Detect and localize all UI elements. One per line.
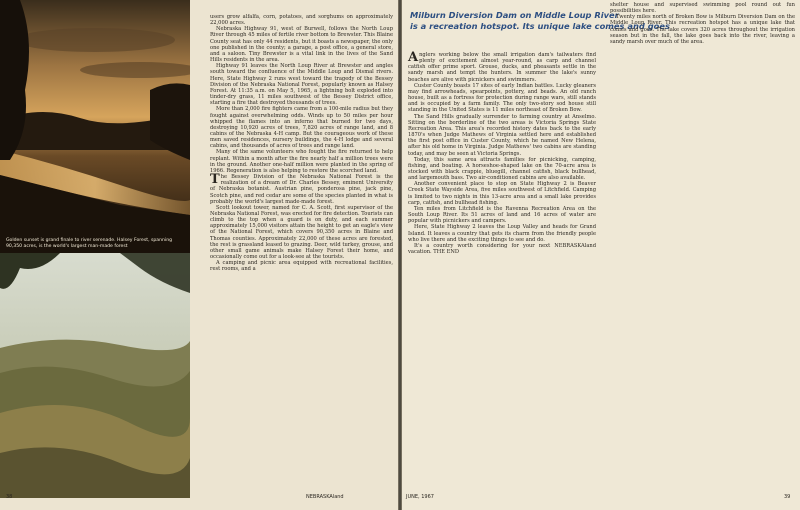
forest-landscape-photo (0, 253, 190, 498)
footer-magazine-name: NEBRASKAland (306, 494, 344, 500)
photo-caption: Golden sunset is grand finale to river serenade. Halsey Forest, spanning 90,350 acres, is the world's largest man-made forest (6, 238, 173, 249)
page-number-left: 38 (6, 494, 13, 500)
right-page (402, 0, 800, 510)
paragraph: Nebraska Highway 91, west of Burwell, follows the North Loup River through 45 miles of fertile river bottom to Brewster. This Blaine County seat has only 44 residents, but it boasts a newspaper, the only one published in the county; a garage, a post office, a general store, and a saloon. Tiny Brewster is a vital link in the lives of the Sand Hills residents in the area. (210, 26, 393, 64)
paragraph: Another convenient place to stop on State Highway 2 is Beaver Creek State Wayside Area, five miles southwest of Litchfield. Camping is limited to two nights in this 13-acre area and a small lake provides carp, catfish, and bullhead fishing. (408, 181, 596, 206)
paragraph: The Bessey Division of the Nebraska National Forest is the realization of a dream of Dr. Charles Bessey, eminent University of Nebraska botanist. Austrian pine, ponderosa pine, jack pine, Scotch pine, and red cedar are some of the species planted in what is probably the world's largest made-made forest. (210, 172, 393, 205)
paragraph: shelter house and supervised swimming pool round out fun possibilities here. (610, 2, 795, 15)
paragraph: users grow alfalfa, corn, potatoes, and sorghums on approximately 22,000 acres. (210, 14, 393, 27)
paragraph: The Sand Hills gradually surrender to farming country at Anselmo. Sitting on the borderline of the two areas is Victoria Springs State Recreation Area. This area's recorded history dates back to the early 1870's when Judge Mathews of Virginia settled here and established the first post office in Custer County, which he named New Helena, after his old home in Virginia. Judge Mathews' two cabins are standing today, and may be seen at Victoria Springs. (408, 113, 596, 157)
left-page (0, 0, 398, 510)
left-text-column (210, 14, 393, 273)
page-number-right: 39 (784, 494, 791, 500)
headline-line-2: is a recreation hotspot. Its unique lake comes and goes (410, 21, 670, 31)
paragraph: A camping and picnic area equipped with recreational facilities, rest rooms, and a (210, 260, 393, 273)
paragraph: Highway 91 leaves the North Loup River at Brewster and angles south toward the confluence of the Middle Loup and Dismal rivers. Here, State Highway 2 runs west toward the tragedy of the Bessey Division of the Nebraska National Forest, popularly known as Halsey Forest. At 11:35 a.m. on May 5, 1965, a lightning bolt exploded into tinder-dry grass, 11 miles southwest of the Bessey District office, starting a fire that destroyed thousands of trees. (210, 63, 393, 107)
paragraph: More than 2,000 fire fighters came from a 100-mile radius but they fought against overwhelming odds. Winds up to 50 miles per hour whipped the flames into an inferno that burned for two days, destroying 10,920 acres of trees, 7,820 acres of range land, and 8 cabins of the Nebraska 4-H camp. But the courageous work of these men saved residences, nursery buildings, the 4-H lodge and several cabins, and thousands of acres of trees and range land. (210, 106, 393, 150)
right-text-column-1 (408, 52, 596, 255)
paragraph: Twenty miles north of Broken Bow is Milburn Diversion Dam on the Middle Loup River. This recreation hotspot has a unique lake that comes and goes. The lake covers 320 acres throughout the irrigation season but in the fall, the lake goes back into the river, leaving a sandy marsh over much of the area. (610, 14, 795, 45)
paragraph: Today, this same area attracts families for picnicking, camping, fishing, and boating. A horseshoe-shaped lake on the 70-acre area is stocked with black crappie, bluegill, channel catfish, black bullhead, and largemouth bass. Two air-conditioned cabins are also available. (408, 156, 596, 182)
paragraph: Scott lookout tower, named for C. A. Scott, first supervisor of the Nebraska National Forest, was erected for fire detection. Tourists can climb to the top when a guard is on duty, and each summer approximately 15,000 visitors attain the height to get an eagle's view of the National Forest, which covers 90,350 acres in Blaine and Thomas counties. Approximately 22,000 of these acres are forested, the rest is grassland leased to grazing. Deer, wild turkey, grouse, and other small game animals make Halsey Forest their home, and occasionally come out for a look-see at the tourists. (210, 204, 393, 261)
paragraph: Anglers working below the small irrigation dam's tailwaters find plenty of excitement almost year-round, as carp and channel catfish offer prime sport. Grouse, ducks, and pheasants settle in the sandy marsh and tempt the hunters. In summer the lake's sunny beaches are alive with picnickers and swimmers. (408, 50, 596, 83)
paragraph: Custer County boasts 17 sites of early Indian battles. Lucky gleaners may find arrowheads, spearpoints, pottery, and beads. An old ranch house, built as a fortress for protection during range wars, still stands and is occupied by a farm family. The only two-story sod house still standing in the United States is 11 miles northeast of Broken Bow. (408, 82, 596, 114)
paragraph: Many of the same volunteers who fought the fire returned to help replant. Within a month after the fire nearly half a million trees were in the ground. Another one-half million were planted in the spring of 1966. Regeneration is also helping to restore the scorched land. (210, 149, 393, 174)
paragraph: Ten miles from Litchfield is the Ravenna Recreation Area on the South Loup River. Its 51 acres of land and 16 acres of water are popular with picnickers and campers. (408, 205, 596, 225)
right-text-column-2 (610, 2, 795, 45)
paragraph: It's a country worth considering for your next NEBRASKAland vacation. THE END (408, 242, 596, 255)
footer-date: JUNE, 1967 (406, 494, 434, 500)
headline-line-1: Milburn Diversion Dam on Middle Loup River (410, 10, 619, 20)
sunset-river-photo (0, 0, 190, 260)
paragraph: Here, State Highway 2 leaves the Loup Valley and heads for Grand Island. It leaves a country that gets its charm from the friendly people who live there and the exciting things to see and do. (408, 224, 596, 243)
